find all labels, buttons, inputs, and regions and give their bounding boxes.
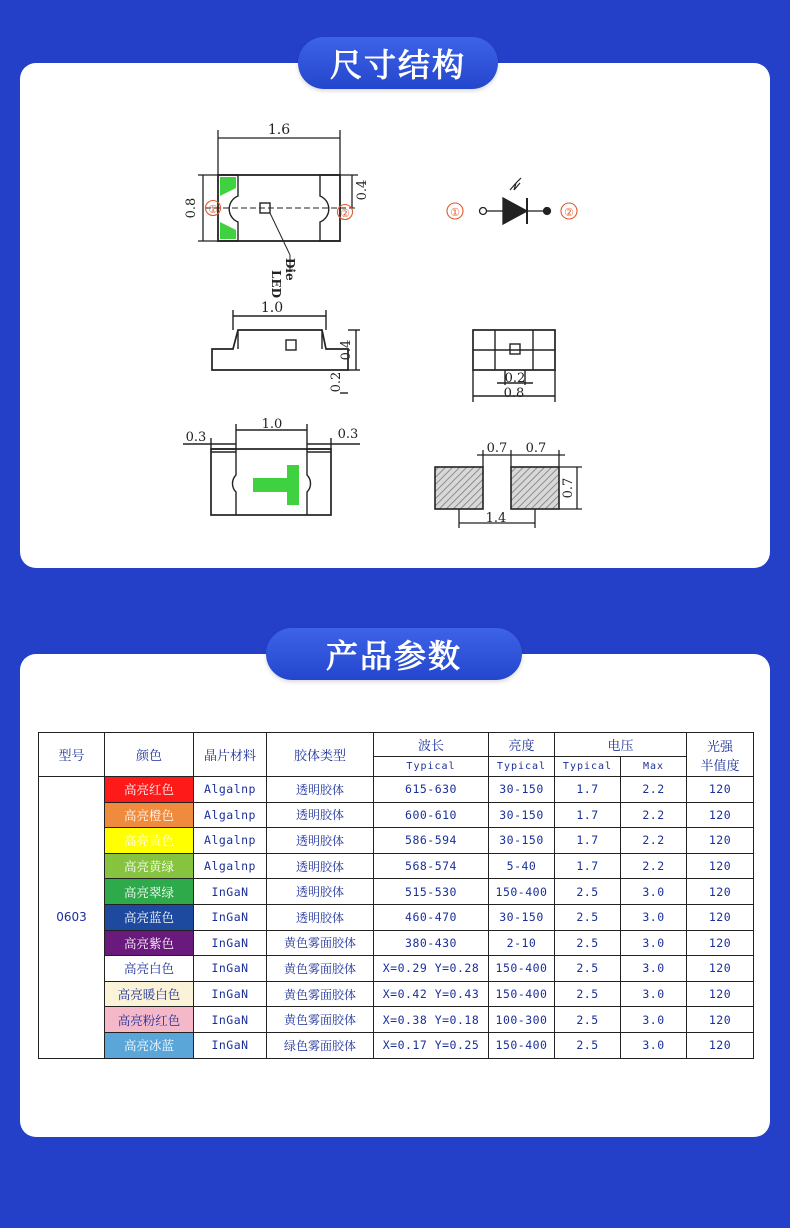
- chip-cell: Algalnp: [194, 853, 267, 879]
- top-view: [198, 130, 358, 272]
- led-label: LED: [269, 270, 283, 298]
- intensity-cell: 120: [687, 853, 754, 879]
- wavelength-cell: 380-430: [374, 930, 489, 956]
- color-cell: 高亮翠绿: [105, 879, 194, 905]
- header-model: 型号: [39, 733, 105, 777]
- dim-pad2: 0.7: [525, 441, 547, 456]
- voltage-max-cell: 3.0: [621, 930, 687, 956]
- header-wl-typical: Typical: [374, 757, 489, 777]
- brightness-cell: 2-10: [489, 930, 555, 956]
- color-cell: 高亮冰蓝: [105, 1032, 194, 1058]
- die-label: Die: [283, 258, 297, 281]
- intensity-cell: 120: [687, 879, 754, 905]
- header-body: 胶体类型: [267, 733, 374, 777]
- symbol-pin1: ①: [450, 206, 460, 219]
- footprint-view: [435, 450, 582, 528]
- brightness-cell: 150-400: [489, 1032, 555, 1058]
- header-intensity: [687, 733, 754, 777]
- brightness-cell: 150-400: [489, 956, 555, 982]
- dim-end-width: 0.8: [503, 386, 525, 401]
- intensity-cell: 120: [687, 930, 754, 956]
- body-cell: 黄色雾面胶体: [267, 1007, 374, 1033]
- header-voltage: 电压: [555, 733, 687, 757]
- intensity-cell: 120: [687, 956, 754, 982]
- table-row: [39, 777, 754, 803]
- params-title: 产品参数: [266, 628, 522, 680]
- diode-symbol: [447, 178, 577, 224]
- table-row: [39, 930, 754, 956]
- dim-pad-span: 1.4: [485, 511, 507, 526]
- header-wavelength: 波长: [374, 733, 489, 757]
- dim-side-height: 0.4: [339, 339, 354, 361]
- chip-cell: InGaN: [194, 930, 267, 956]
- voltage-max-cell: 3.0: [621, 981, 687, 1007]
- bottom-pad-vertical: [287, 465, 299, 505]
- chip-cell: InGaN: [194, 904, 267, 930]
- intensity-cell: 120: [687, 1032, 754, 1058]
- brightness-cell: 100-300: [489, 1007, 555, 1033]
- color-cell: 高亮黄色: [105, 828, 194, 854]
- chip-cell: InGaN: [194, 981, 267, 1007]
- color-cell: 高亮橙色: [105, 802, 194, 828]
- voltage-max-cell: 2.2: [621, 828, 687, 854]
- intensity-cell: 120: [687, 904, 754, 930]
- brightness-cell: 30-150: [489, 904, 555, 930]
- spec-table-body: [39, 777, 754, 1059]
- dim-top-pad: 0.4: [355, 179, 370, 201]
- wavelength-cell: X=0.42 Y=0.43: [374, 981, 489, 1007]
- wavelength-cell: 568-574: [374, 853, 489, 879]
- dim-bottom-mid: 1.0: [261, 417, 283, 432]
- body-cell: 透明胶体: [267, 879, 374, 905]
- body-cell: 黄色雾面胶体: [267, 981, 374, 1007]
- body-cell: 透明胶体: [267, 904, 374, 930]
- voltage-typical-cell: 2.5: [555, 1032, 621, 1058]
- voltage-typical-cell: 1.7: [555, 828, 621, 854]
- voltage-typical-cell: 2.5: [555, 904, 621, 930]
- voltage-max-cell: 3.0: [621, 1032, 687, 1058]
- table-row: [39, 879, 754, 905]
- wavelength-cell: X=0.38 Y=0.18: [374, 1007, 489, 1033]
- bottom-pad-horizontal: [253, 478, 287, 492]
- chip-cell: Algalnp: [194, 777, 267, 803]
- intensity-cell: 120: [687, 981, 754, 1007]
- wavelength-cell: 586-594: [374, 828, 489, 854]
- body-cell: 黄色雾面胶体: [267, 956, 374, 982]
- wavelength-cell: 615-630: [374, 777, 489, 803]
- chip-cell: Algalnp: [194, 828, 267, 854]
- dim-top-width: 0.8: [184, 197, 199, 219]
- brightness-cell: 30-150: [489, 777, 555, 803]
- intensity-cell: 120: [687, 1007, 754, 1033]
- table-row: [39, 828, 754, 854]
- brightness-cell: 30-150: [489, 828, 555, 854]
- body-cell: 绿色雾面胶体: [267, 1032, 374, 1058]
- color-cell: 高亮白色: [105, 956, 194, 982]
- dim-end-inner: 0.2: [504, 371, 526, 386]
- voltage-max-cell: 3.0: [621, 1007, 687, 1033]
- header-v-max: Max: [621, 757, 687, 777]
- dim-pad1: 0.7: [486, 441, 508, 456]
- voltage-max-cell: 3.0: [621, 956, 687, 982]
- intensity-cell: 120: [687, 777, 754, 803]
- table-row: [39, 1007, 754, 1033]
- header-v-typical: Typical: [555, 757, 621, 777]
- symbol-pin2: ②: [564, 206, 574, 219]
- wavelength-cell: 460-470: [374, 904, 489, 930]
- bottom-view: [183, 424, 360, 515]
- voltage-max-cell: 2.2: [621, 802, 687, 828]
- header-color: 颜色: [105, 733, 194, 777]
- wavelength-cell: X=0.17 Y=0.25: [374, 1032, 489, 1058]
- model-cell: 0603: [39, 777, 105, 1059]
- table-row: [39, 802, 754, 828]
- intensity-cell: 120: [687, 802, 754, 828]
- body-cell: 透明胶体: [267, 853, 374, 879]
- table-row: [39, 1032, 754, 1058]
- chip-cell: InGaN: [194, 1007, 267, 1033]
- voltage-typical-cell: 1.7: [555, 777, 621, 803]
- color-cell: 高亮粉红色: [105, 1007, 194, 1033]
- color-cell: 高亮蓝色: [105, 904, 194, 930]
- color-cell: 高亮黄绿: [105, 853, 194, 879]
- brightness-cell: 150-400: [489, 879, 555, 905]
- brightness-cell: 150-400: [489, 981, 555, 1007]
- dim-side-length: 1.0: [260, 300, 284, 316]
- body-cell: 黄色雾面胶体: [267, 930, 374, 956]
- dim-pad-height: 0.7: [561, 477, 576, 499]
- voltage-max-cell: 2.2: [621, 853, 687, 879]
- chip-cell: Algalnp: [194, 802, 267, 828]
- dim-top-length: 1.6: [267, 122, 291, 138]
- voltage-typical-cell: 1.7: [555, 802, 621, 828]
- voltage-typical-cell: 2.5: [555, 956, 621, 982]
- header-brightness: 亮度: [489, 733, 555, 757]
- voltage-typical-cell: 2.5: [555, 981, 621, 1007]
- chip-cell: InGaN: [194, 1032, 267, 1058]
- wavelength-cell: 600-610: [374, 802, 489, 828]
- wavelength-cell: X=0.29 Y=0.28: [374, 956, 489, 982]
- voltage-max-cell: 3.0: [621, 879, 687, 905]
- voltage-max-cell: 2.2: [621, 777, 687, 803]
- chip-cell: InGaN: [194, 879, 267, 905]
- body-cell: 透明胶体: [267, 828, 374, 854]
- wavelength-cell: 515-530: [374, 879, 489, 905]
- dim-bottom-left: 0.3: [185, 430, 207, 445]
- voltage-max-cell: 3.0: [621, 904, 687, 930]
- dim-bottom-right: 0.3: [337, 427, 359, 442]
- spec-table: [38, 732, 754, 1059]
- table-row: [39, 904, 754, 930]
- color-cell: 高亮红色: [105, 777, 194, 803]
- pin2-label: ②: [340, 207, 350, 220]
- brightness-cell: 30-150: [489, 802, 555, 828]
- dimensions-title: 尺寸结构: [298, 37, 498, 89]
- body-cell: 透明胶体: [267, 777, 374, 803]
- header-br-typical: Typical: [489, 757, 555, 777]
- header-intensity-line2: 半值度: [700, 758, 740, 774]
- color-cell: 高亮暖白色: [105, 981, 194, 1007]
- voltage-typical-cell: 2.5: [555, 930, 621, 956]
- body-cell: 透明胶体: [267, 802, 374, 828]
- header-intensity-line1: 光强: [707, 739, 734, 755]
- chip-cell: InGaN: [194, 956, 267, 982]
- table-row: [39, 853, 754, 879]
- voltage-typical-cell: 1.7: [555, 853, 621, 879]
- voltage-typical-cell: 2.5: [555, 1007, 621, 1033]
- brightness-cell: 5-40: [489, 853, 555, 879]
- dimension-drawing: [0, 0, 790, 600]
- intensity-cell: 120: [687, 828, 754, 854]
- table-row: [39, 956, 754, 982]
- dim-side-base: 0.2: [329, 371, 344, 393]
- table-row: [39, 981, 754, 1007]
- color-cell: 高亮紫色: [105, 930, 194, 956]
- voltage-typical-cell: 2.5: [555, 879, 621, 905]
- header-chip: 晶片材料: [194, 733, 267, 777]
- pin1-label: ①: [208, 203, 218, 216]
